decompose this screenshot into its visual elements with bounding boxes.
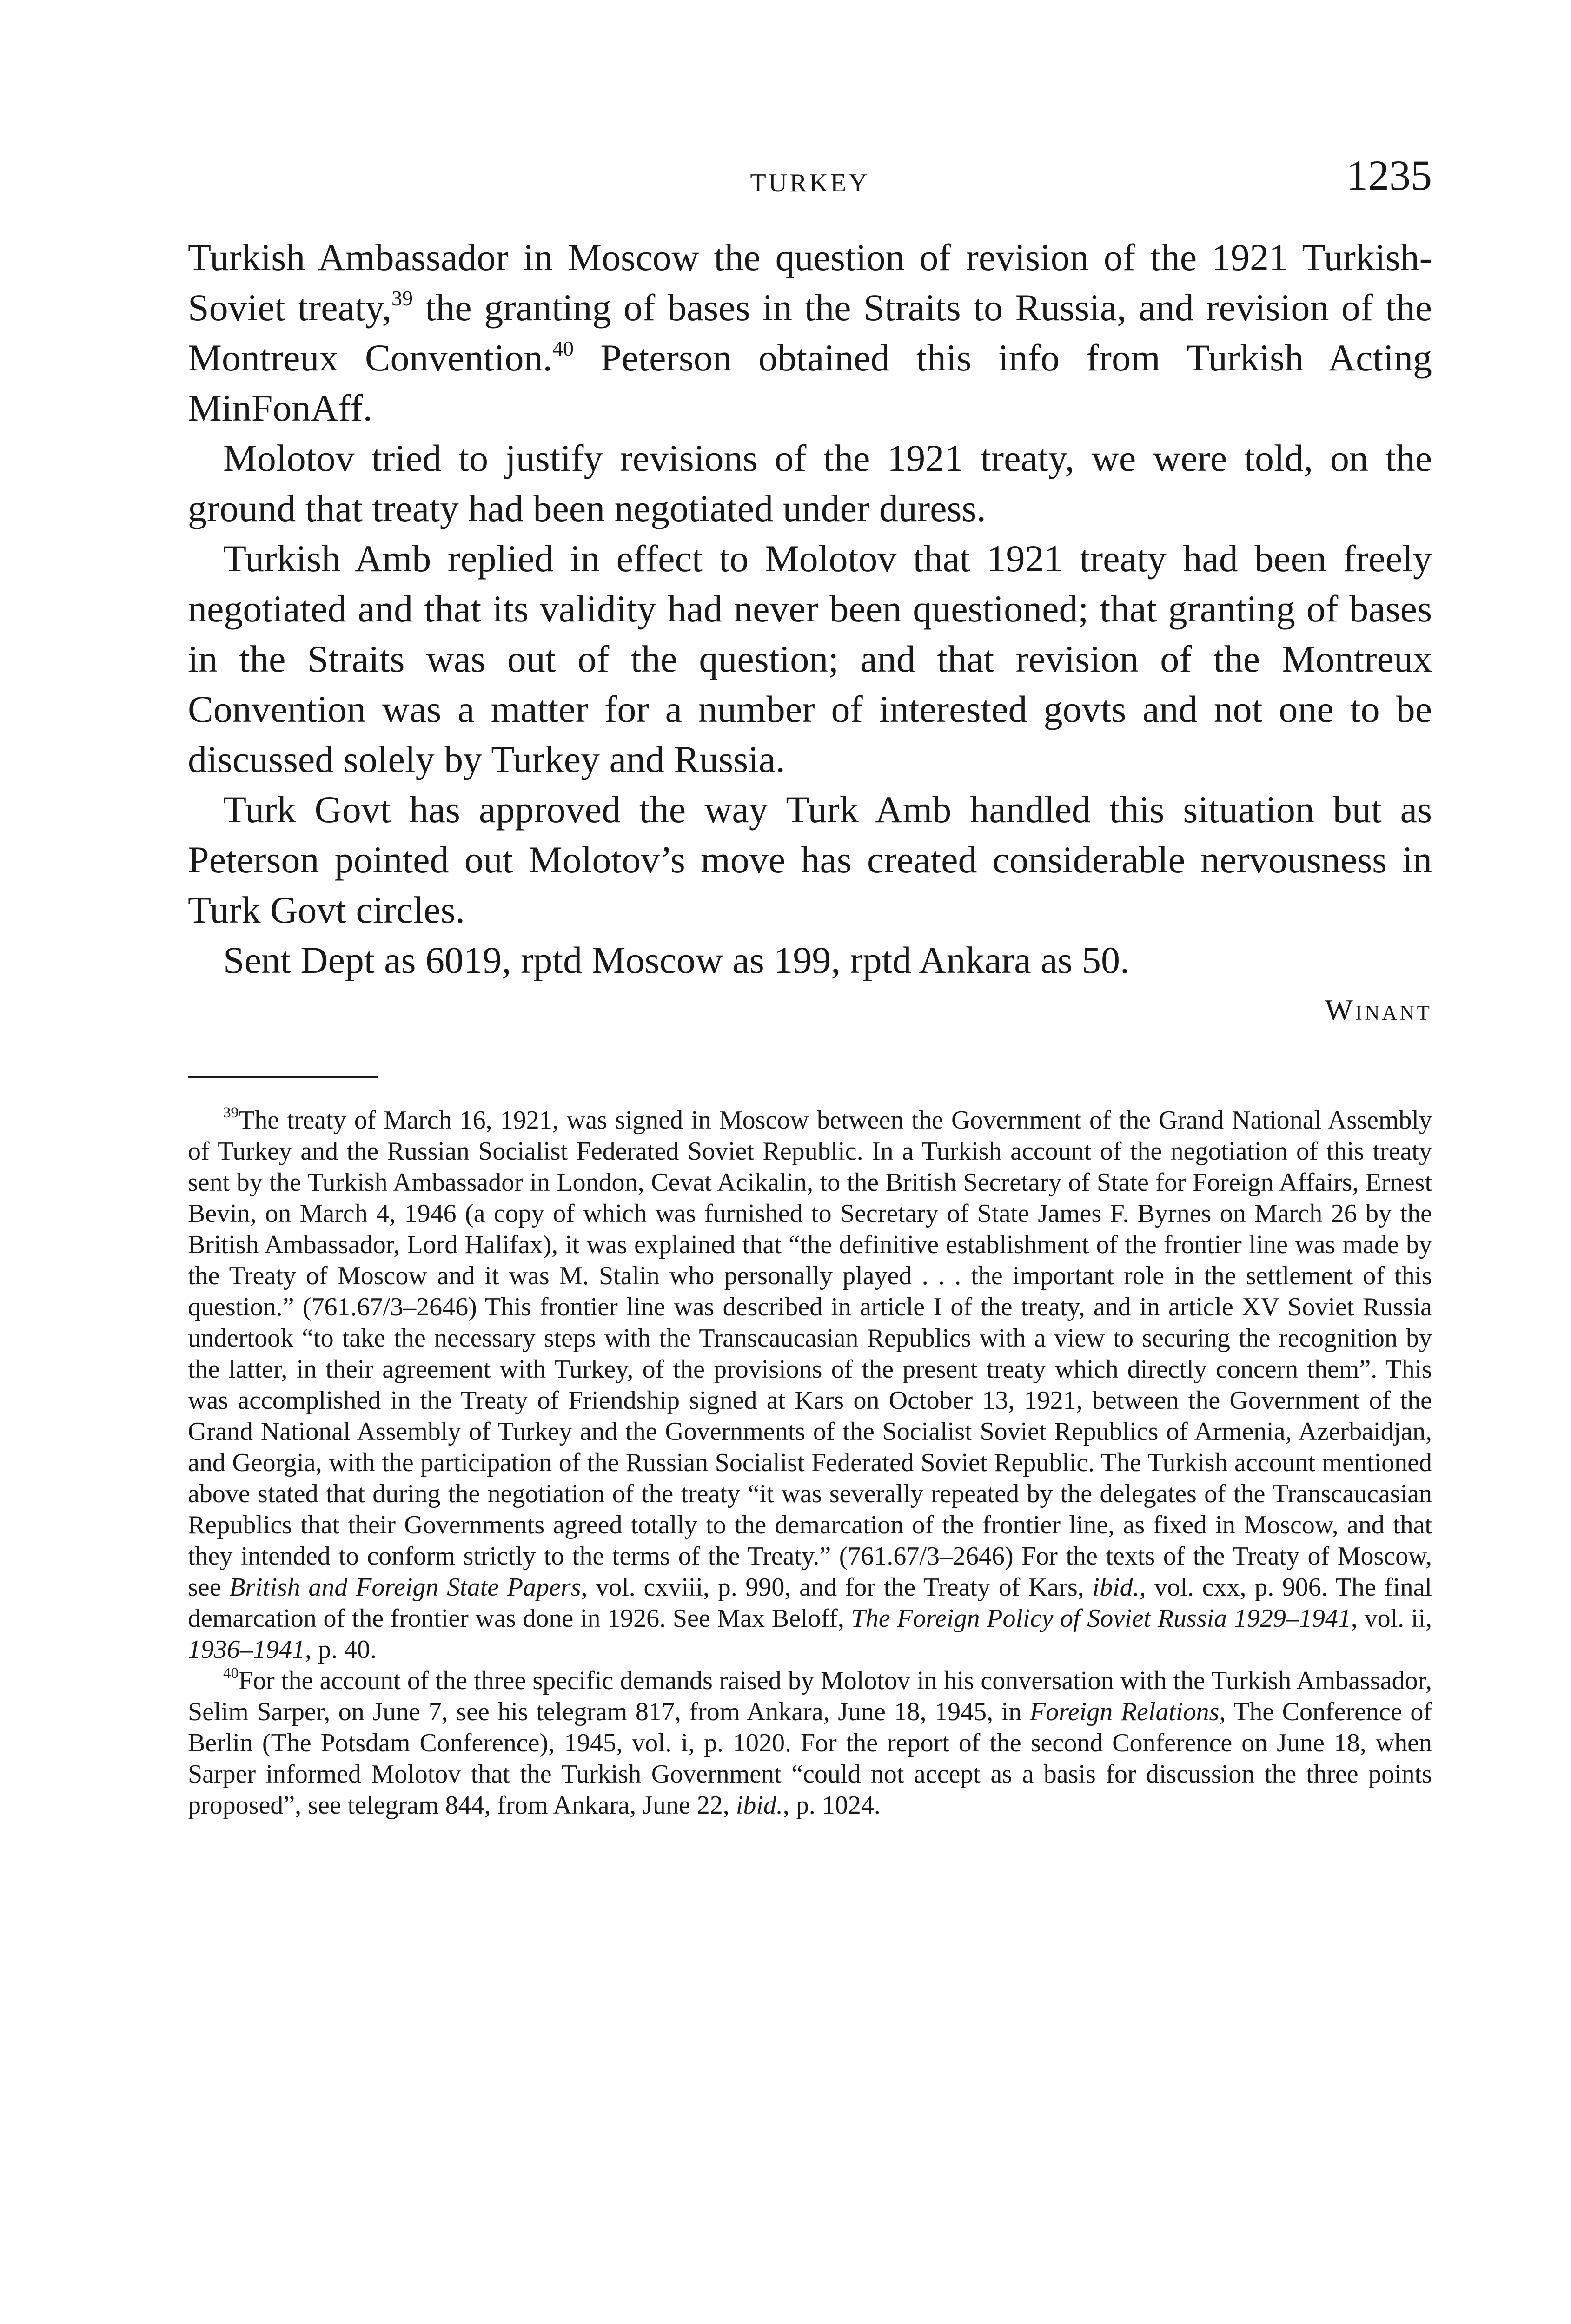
document-page [188, 139, 1432, 1821]
footnote-40-mark: 40 [223, 1665, 239, 1682]
paragraph-1-text-a: Turkish Ambassador in Moscow the question of revision of the 1921 Turkish-Soviet treaty, [188, 236, 1432, 329]
footnote-40 [188, 1665, 1432, 1821]
footnotes [188, 1105, 1432, 1821]
footnote-40-text-a: For the account of the three specific demands raised by Molotov in his conversation with the Turkish Ambassador, Selim Sarper, on June 7, see his telegram 817, from Ankara, June 18, 1945, in [188, 1666, 1432, 1726]
footnote-39-text-b: , vol. cxviii, p. 990, and for the Treaty of Kars, [581, 1573, 1093, 1602]
paragraph-1-text-b: the granting of bases in the Straits to Russia, and revision of the Montreux Convention. [188, 286, 1432, 379]
footnote-39-text-d: , vol. ii, [1351, 1604, 1432, 1633]
footnote-40-text-b: , The Conference of Berlin (The Potsdam Conference), 1945, vol. i, p. 1020. For the report of the second Conference on June 18, when Sarper informed Molotov that the Turkish Government “could not accept as a basis for discussion the three points proposed”, see telegram 844, from Ankara, June 22, [188, 1697, 1432, 1820]
footnote-39-italic-1: British and Foreign State Papers [229, 1573, 581, 1602]
footnote-40-italic-1: Foreign Relations [1029, 1697, 1220, 1726]
running-title: TURKEY [750, 169, 870, 198]
paragraph-2: Molotov tried to justify revisions of the 1921 treaty, we were told, on the ground that treaty had been negotiated under duress. [188, 437, 1432, 529]
footnote-40-italic-2: ibid. [736, 1791, 783, 1820]
signature: Winant [1325, 993, 1432, 1026]
footnote-39-text-e: , p. 40. [305, 1635, 377, 1664]
footnote-39-mark: 39 [223, 1104, 239, 1121]
page-number: 1235 [1346, 152, 1432, 199]
paragraph-1 [188, 232, 1432, 433]
footnote-ref-40: 40 [552, 337, 574, 360]
footnote-39-text-c: , vol. cxx, p. 906. The final demarcation of the frontier was done in 1926. See Max Beloff, [188, 1573, 1432, 1633]
paragraph-5: Sent Dept as 6019, rptd Moscow as 199, rptd Ankara as 50. [223, 939, 1130, 981]
footnote-39-italic-3: The Foreign Policy of Soviet Russia 1929–1941 [851, 1604, 1351, 1633]
footnote-39-italic-2: ibid. [1092, 1573, 1140, 1602]
footnote-40-text-c: , p. 1024. [782, 1791, 881, 1820]
page-header [188, 139, 1432, 199]
footnote-39-text-a: The treaty of March 16, 1921, was signed in Moscow between the Government of the Grand National Assembly of Turkey and the Russian Socialist Federated Soviet Republic. In a Turkish account of the negotiation of this treaty sent by the Turkish Ambassador in London, Cevat Acikalin, to the British Secretary of State for Foreign Affairs, Ernest Bevin, on March 4, 1946 (a copy of which was furnished to Secretary of State James F. Byrnes on March 26 by the British Ambassador, Lord Halifax), it was explained that “the definitive establishment of the frontier line was made by the Treaty of Moscow and it was M. Stalin who personally played . . . the important role in the settlement of this question.” (761.67/3–2646) This frontier line was described in article I of the treaty, and in article XV Soviet Russia undertook “to take the necessary steps with the Transcaucasian Republics with a view to securing the recognition by the latter, in their agreement with Turkey, of the provisions of the present treaty which directly concern them”. This was accomplished in the Treaty of Friendship signed at Kars on October 13, 1921, between the Government of the Grand National Assembly of Turkey and the Governments of the Socialist Soviet Republics of Armenia, Azerbaidjan, and Georgia, with the participation of the Russian Socialist Federated Soviet Republic. The Turkish account mentioned above stated that during the negotiation of the treaty “it was severally repeated by the delegates of the Transcaucasian Republics that their Governments agreed totally to the demarcation of the frontier line, as fixed in Moscow, and that they intended to conform strictly to the terms of the Treaty.” (761.67/3–2646) For the texts of the Treaty of Moscow, see [188, 1106, 1432, 1602]
telegram-body [188, 232, 1432, 1027]
footnote-ref-39: 39 [391, 286, 413, 310]
paragraph-1-text-c: Peterson obtained this info from Turkish Acting MinFonAff. [188, 337, 1432, 429]
paragraph-4: Turk Govt has approved the way Turk Amb handled this situation but as Peterson pointed out Molotov’s move has created considerable nervousness in Turk Govt circles. [188, 788, 1432, 931]
paragraph-3: Turkish Amb replied in effect to Molotov that 1921 treaty had been freely negotiated and that its validity had never been questioned; that granting of bases in the Straits was out of the question; and that revision of the Montreux Convention was a matter for a number of interested govts and not one to be discussed solely by Turkey and Russia. [188, 537, 1432, 780]
footnote-divider [188, 1076, 378, 1078]
footnote-39 [188, 1105, 1432, 1665]
footnote-39-italic-4: 1936–1941 [188, 1635, 305, 1664]
